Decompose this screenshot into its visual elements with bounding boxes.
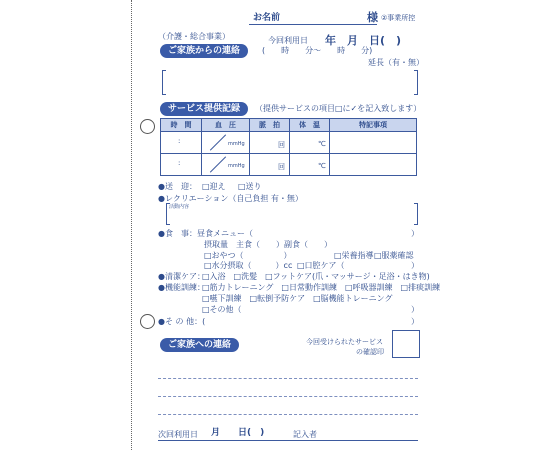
bp-separator — [210, 134, 226, 150]
pulse-cell[interactable]: 回 — [250, 154, 290, 176]
medication-check-checkbox[interactable]: □服薬確認 — [374, 251, 414, 260]
family-contact-bracket-left — [162, 70, 166, 95]
time-line: ( 時 分～ 時 分) — [262, 46, 373, 55]
service-record-note: （提供サービスの項目□に✓を記入致します） — [255, 104, 422, 113]
service-confirmation-label-1: 今回受けられたサービス — [306, 338, 383, 346]
recorder-label: 記入者 — [293, 430, 317, 439]
temperature-cell[interactable]: ℃ — [290, 154, 330, 176]
recreation-label: ●レクリエーション（自己負担 有・無） — [158, 194, 303, 203]
blood-pressure-cell[interactable]: mmHg — [202, 132, 250, 154]
recreation-bracket-right — [414, 203, 418, 225]
footer-underline — [158, 440, 418, 441]
header-notes: 特記事項 — [330, 119, 417, 132]
next-visit-label: 次回利用日 — [158, 430, 198, 439]
service-confirmation-label-2: の確認印 — [356, 348, 384, 356]
family-contact-title: ご家族からの連絡 — [160, 44, 248, 58]
category-label: （介護・総合事業） — [158, 32, 230, 41]
meal-label: ●食 事：昼食メニュー（ — [158, 229, 253, 238]
time-cell[interactable]: : — [161, 154, 202, 176]
other-label: ●そ の 他：( — [158, 317, 206, 326]
transport-dropoff-checkbox[interactable]: □送り — [238, 182, 262, 191]
binder-hole-bottom — [140, 314, 155, 329]
bp-separator — [210, 156, 226, 172]
transport-label: ●送 迎： — [158, 182, 197, 191]
vitals-header-row — [161, 119, 417, 132]
office-copy-label: ②事業所控 — [381, 14, 416, 22]
training-other-checkbox[interactable]: □その他（ — [202, 305, 242, 314]
message-line-3 — [158, 414, 418, 415]
message-line-2 — [158, 396, 418, 397]
notes-cell[interactable] — [330, 132, 417, 154]
oral-care-checkbox[interactable]: □口腔ケア（ — [297, 261, 345, 270]
honorific: 様 — [367, 11, 378, 24]
nutrition-guidance-checkbox[interactable]: □栄養指導 — [334, 251, 374, 260]
table-row — [161, 154, 417, 176]
today-label: 今回利用日 — [268, 36, 308, 45]
blood-pressure-cell[interactable]: mmHg — [202, 154, 250, 176]
activity-content-label: 活動内容 — [169, 204, 190, 210]
other-close-paren: ） — [411, 317, 419, 326]
next-visit-date: 月 日( ) — [211, 428, 265, 438]
message-line-1 — [158, 378, 418, 379]
date-line: 年 月 日( ) — [325, 34, 402, 47]
hygiene-items[interactable]: □入浴 □洗髪 □フットケア(爪・マッサージ・足浴・はき物) — [202, 272, 430, 281]
training-label: ●機能訓練： — [158, 283, 205, 292]
name-underline — [249, 24, 377, 25]
table-row — [161, 132, 417, 154]
training-close-paren: ） — [411, 305, 419, 314]
training-line-1[interactable]: □筋力トレーニング □日常動作訓練 □呼吸器訓練 □排痰訓練 — [202, 283, 441, 292]
service-record-title: サービス提供記録 — [160, 102, 248, 116]
hygiene-label: ●清潔ケア： — [158, 272, 205, 281]
recreation-bracket-left — [166, 203, 170, 225]
vitals-table — [160, 118, 417, 176]
family-contact-bracket-right — [414, 70, 418, 95]
header-temperature: 体 温 — [290, 119, 330, 132]
pulse-cell[interactable]: 回 — [250, 132, 290, 154]
binder-hole-top — [140, 119, 155, 134]
header-blood-pressure: 血 圧 — [202, 119, 250, 132]
header-pulse: 脈 拍 — [250, 119, 290, 132]
oral-care-close-paren: ） — [411, 261, 419, 270]
snack-checkbox[interactable]: □おやつ（ ） — [204, 251, 292, 260]
extension-label: 延長（有・無） — [368, 58, 424, 67]
temperature-cell[interactable]: ℃ — [290, 132, 330, 154]
header-time: 時 間 — [161, 119, 202, 132]
meal-close-paren: ） — [411, 229, 419, 238]
name-label: お名前 — [253, 13, 281, 23]
meal-intake[interactable]: 摂取量 主食（ ）副食（ ） — [204, 240, 332, 249]
perforation-line — [131, 0, 132, 450]
water-intake-checkbox[interactable]: □水分摂取（ ）cc — [204, 261, 293, 270]
to-family-title: ご家族への連絡 — [160, 338, 239, 352]
transport-pickup-checkbox[interactable]: □迎え — [202, 182, 226, 191]
notes-cell[interactable] — [330, 154, 417, 176]
time-cell[interactable]: : — [161, 132, 202, 154]
training-line-2[interactable]: □嚥下訓練 □転倒予防ケア □脳機能トレーニング — [202, 294, 393, 303]
confirmation-stamp-box[interactable] — [392, 330, 420, 358]
